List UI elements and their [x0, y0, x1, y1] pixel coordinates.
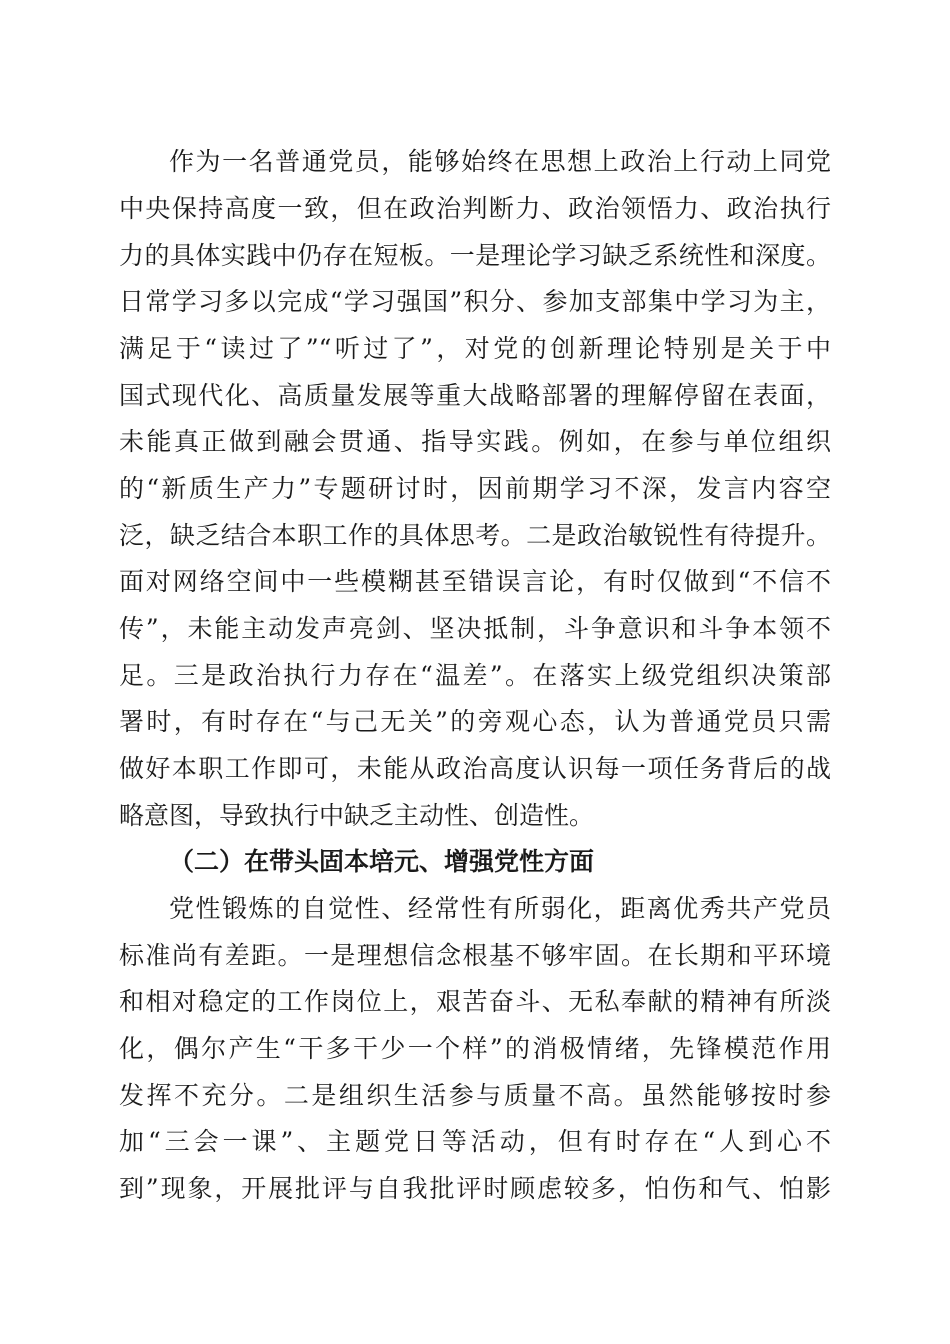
paragraph-line: 做好本职工作即可，未能从政治高度认识每一项任务背后的战 — [119, 754, 831, 783]
section-heading: （二）在带头固本培元、增强党性方面 — [169, 847, 595, 876]
paragraph-line: 署时，有时存在“与己无关”的旁观心态，认为普通党员只需 — [119, 707, 831, 736]
paragraph-line: 力的具体实践中仍存在短板。一是理论学习缺乏系统性和深度。 — [119, 241, 831, 270]
paragraph-line: 足。三是政治执行力存在“温差”。在落实上级党组织决策部 — [119, 661, 831, 690]
paragraph-line: 党性锻炼的自觉性、经常性有所弱化，距离优秀共产党员 — [169, 894, 831, 923]
paragraph-line: 到”现象，开展批评与自我批评时顾虑较多，怕伤和气、怕影 — [119, 1174, 831, 1203]
paragraph-line: 加“三会一课”、主题党日等活动，但有时存在“人到心不 — [119, 1127, 831, 1156]
paragraph-line: 和相对稳定的工作岗位上，艰苦奋斗、无私奉献的精神有所淡 — [119, 987, 831, 1016]
paragraph-line: 面对网络空间中一些模糊甚至错误言论，有时仅做到“不信不 — [119, 567, 831, 596]
paragraph-line: 日常学习多以完成“学习强国”积分、参加支部集中学习为主， — [119, 287, 831, 316]
paragraph-line: 发挥不充分。二是组织生活参与质量不高。虽然能够按时参 — [119, 1081, 831, 1110]
paragraph-line: 传”，未能主动发声亮剑、坚决抵制，斗争意识和斗争本领不 — [119, 614, 831, 643]
paragraph-line: 标准尚有差距。一是理想信念根基不够牢固。在长期和平环境 — [119, 941, 831, 970]
paragraph-line: 化，偶尔产生“干多干少一个样”的消极情绪，先锋模范作用 — [119, 1034, 831, 1063]
paragraph-line: 国式现代化、高质量发展等重大战略部署的理解停留在表面， — [119, 381, 831, 410]
paragraph-line: 略意图，导致执行中缺乏主动性、创造性。 — [119, 801, 595, 830]
paragraph-line: 泛，缺乏结合本职工作的具体思考。二是政治敏锐性有待提升。 — [119, 521, 831, 550]
paragraph-line: 作为一名普通党员，能够始终在思想上政治上行动上同党 — [169, 147, 831, 176]
paragraph-line: 满足于“读过了”“听过了”，对党的创新理论特别是关于中 — [119, 334, 831, 363]
paragraph-line: 中央保持高度一致，但在政治判断力、政治领悟力、政治执行 — [119, 194, 831, 223]
paragraph-line: 未能真正做到融会贯通、指导实践。例如，在参与单位组织 — [119, 427, 831, 456]
paragraph-line: 的“新质生产力”专题研讨时，因前期学习不深，发言内容空 — [119, 474, 831, 503]
